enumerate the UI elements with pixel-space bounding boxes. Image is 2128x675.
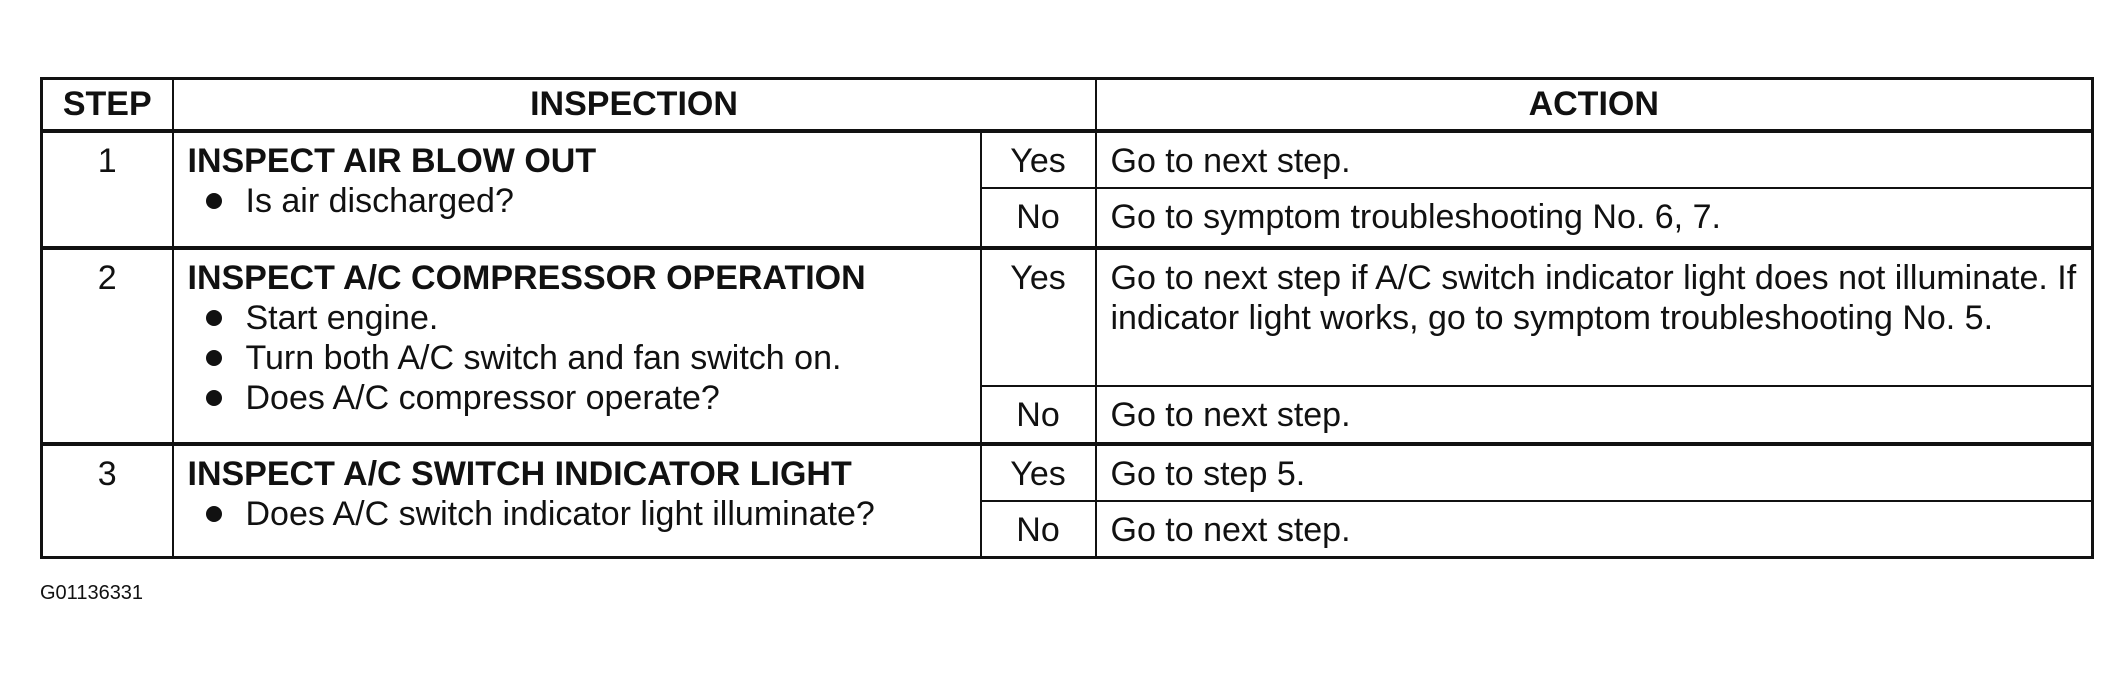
- bullet-icon: [206, 390, 222, 406]
- inspection-item: [188, 298, 970, 338]
- diagnostic-table: [40, 77, 2094, 559]
- result-yes: Yes: [981, 444, 1096, 501]
- inspection-item-text: Turn both A/C switch and fan switch on.: [245, 339, 842, 378]
- result-no: No: [981, 501, 1096, 558]
- action-text: Go to next step.: [1096, 386, 2093, 444]
- header-action: ACTION: [1096, 79, 2093, 132]
- inspection-item-text: Does A/C compressor operate?: [245, 379, 720, 418]
- inspection-cell: [173, 444, 981, 558]
- bullet-icon: [206, 350, 222, 366]
- inspection-cell: [173, 248, 981, 444]
- inspection-item-text: Does A/C switch indicator light illuminate?: [245, 495, 875, 534]
- inspection-item: [188, 338, 970, 378]
- inspection-title: INSPECT A/C COMPRESSOR OPERATION: [187, 259, 866, 298]
- result-yes: Yes: [981, 248, 1096, 386]
- inspection-item-text: Start engine.: [245, 299, 439, 338]
- step-number: 2: [42, 248, 173, 444]
- bullet-icon: [206, 506, 222, 522]
- header-step: STEP: [42, 79, 173, 132]
- step-number: 3: [42, 444, 173, 558]
- inspection-list: [188, 298, 970, 418]
- step-number: 1: [42, 131, 173, 248]
- action-text: Go to next step if A/C switch indicator light does not illuminate. If indicator light works, go to symptom troubleshooting No. 5.: [1096, 248, 2093, 386]
- bullet-icon: [206, 193, 222, 209]
- figure-id: G01136331: [40, 582, 144, 604]
- header-inspection: INSPECTION: [173, 79, 1096, 132]
- action-text: Go to step 5.: [1096, 444, 2093, 501]
- action-text: Go to next step.: [1096, 501, 2093, 558]
- inspection-item-text: Is air discharged?: [245, 182, 514, 221]
- result-no: No: [981, 386, 1096, 444]
- header-row: [42, 79, 2093, 132]
- inspection-item: [188, 494, 970, 534]
- inspection-item: [188, 181, 970, 221]
- action-text: Go to next step.: [1096, 131, 2093, 188]
- inspection-title: INSPECT A/C SWITCH INDICATOR LIGHT: [187, 455, 852, 494]
- result-yes: Yes: [981, 131, 1096, 188]
- inspection-cell: [173, 131, 981, 248]
- bullet-icon: [206, 310, 222, 326]
- result-no: No: [981, 188, 1096, 248]
- table-row: [42, 131, 2093, 188]
- inspection-title: INSPECT AIR BLOW OUT: [187, 142, 597, 180]
- inspection-list: [188, 181, 970, 221]
- table-row: [42, 444, 2093, 501]
- inspection-item: [188, 378, 970, 418]
- table-row: [42, 248, 2093, 386]
- inspection-list: [188, 494, 970, 534]
- action-text: Go to symptom troubleshooting No. 6, 7.: [1096, 188, 2093, 248]
